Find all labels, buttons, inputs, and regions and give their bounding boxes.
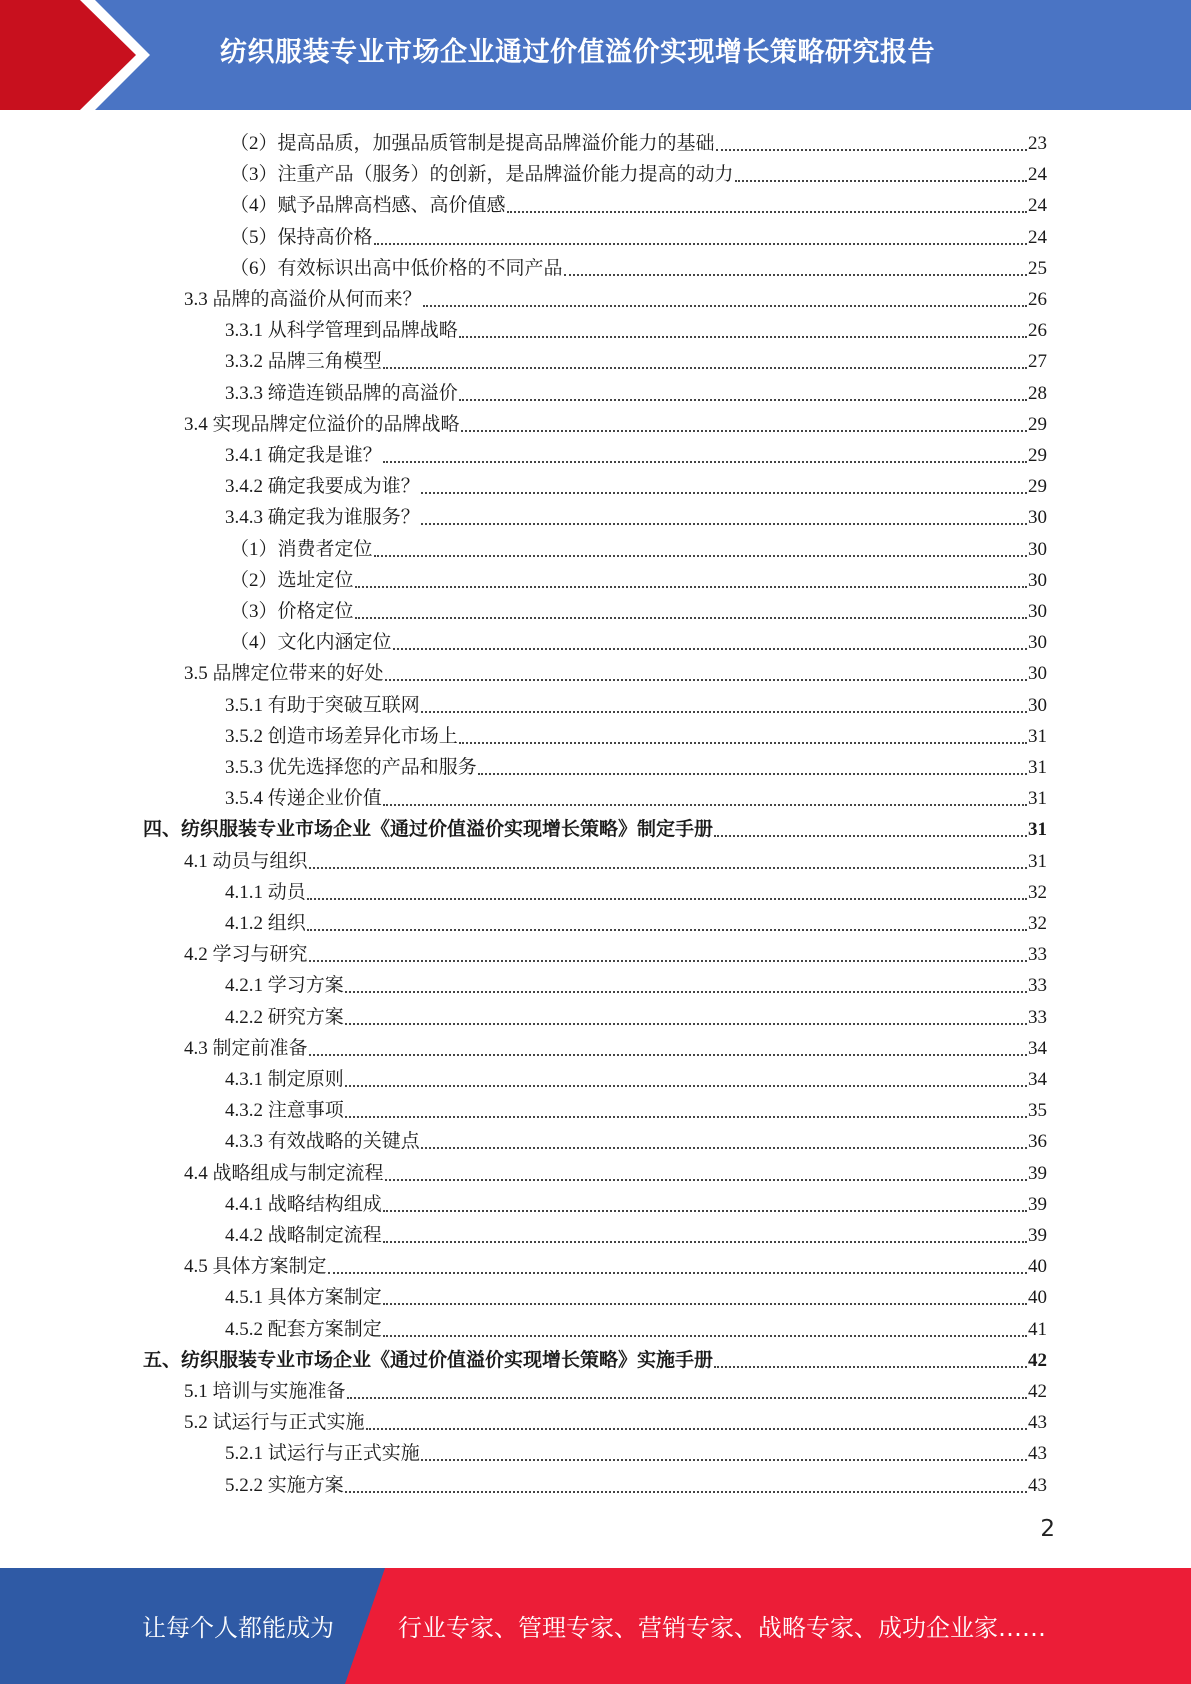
toc-dot-leader xyxy=(328,1272,1027,1274)
toc-entry[interactable] xyxy=(230,222,1047,253)
toc-entry-label: 4.2.1 学习方案 xyxy=(225,975,344,997)
toc-entry[interactable] xyxy=(225,752,1047,783)
toc-dot-leader xyxy=(421,492,1027,494)
toc-dot-leader xyxy=(421,523,1027,525)
toc-dot-leader xyxy=(383,461,1027,463)
toc-entry[interactable] xyxy=(184,939,1047,970)
toc-dot-leader xyxy=(383,1335,1027,1337)
toc-entry-page: 30 xyxy=(1028,694,1047,716)
toc-dot-leader xyxy=(393,648,1027,650)
toc-dot-leader xyxy=(385,1179,1027,1181)
toc-dot-leader xyxy=(421,711,1027,713)
toc-dot-leader xyxy=(714,1366,1027,1368)
toc-dot-leader xyxy=(714,835,1027,837)
toc-entry[interactable] xyxy=(225,783,1047,814)
toc-entry-label: 4.4 战略组成与制定流程 xyxy=(184,1162,384,1184)
toc-entry-page: 36 xyxy=(1028,1131,1047,1153)
toc-entry[interactable] xyxy=(225,1282,1047,1313)
toc-entry[interactable] xyxy=(230,565,1047,596)
toc-entry-label: 4.1.1 动员 xyxy=(225,881,306,903)
toc-entry-page: 23 xyxy=(1028,133,1047,154)
page-footer xyxy=(0,1568,1191,1684)
toc-entry-page: 31 xyxy=(1028,850,1047,872)
toc-entry[interactable] xyxy=(230,253,1047,284)
toc-entry-label: 4.3 制定前准备 xyxy=(184,1037,308,1059)
toc-entry-label: （6）有效标识出高中低价格的不同产品 xyxy=(230,257,563,279)
toc-entry-label: 3.4.3 确定我为谁服务？ xyxy=(225,507,420,529)
toc-entry[interactable] xyxy=(184,1407,1047,1438)
toc-dot-leader xyxy=(307,898,1027,900)
toc-dot-leader xyxy=(383,1210,1027,1212)
toc-entry-page: 29 xyxy=(1028,413,1047,435)
toc-entry[interactable] xyxy=(225,1470,1047,1501)
toc-entry-label: 5.2 试运行与正式实施 xyxy=(184,1412,365,1434)
toc-entry-page: 39 xyxy=(1028,1193,1047,1215)
toc-dot-leader xyxy=(421,1147,1027,1149)
toc-entry-label: 3.3.2 品牌三角模型 xyxy=(225,351,382,373)
toc-entry[interactable] xyxy=(230,596,1047,627)
toc-dot-leader xyxy=(374,555,1027,557)
toc-entry-label: 4.3.2 注意事项 xyxy=(225,1100,344,1122)
toc-entry-page: 30 xyxy=(1028,538,1047,560)
toc-entry-label: 4.5 具体方案制定 xyxy=(184,1256,327,1278)
page-header xyxy=(0,0,1191,110)
toc-dot-leader xyxy=(735,180,1027,182)
toc-entry[interactable] xyxy=(184,1033,1047,1064)
toc-dot-leader xyxy=(347,1397,1027,1399)
toc-entry[interactable] xyxy=(225,1095,1047,1126)
toc-dot-leader xyxy=(345,1491,1027,1493)
toc-entry-label: 5.1 培训与实施准备 xyxy=(184,1381,346,1402)
toc-dot-leader xyxy=(355,586,1027,588)
toc-entry-label: （2）选址定位 xyxy=(230,569,354,591)
toc-entry-label: 4.1.2 组织 xyxy=(225,913,306,934)
toc-entry[interactable] xyxy=(225,1002,1047,1033)
toc-dot-leader xyxy=(383,1303,1027,1305)
toc-entry-label: 五、纺织服装专业市场企业《通过价值溢价实现增长策略》实施手册 xyxy=(143,1349,714,1371)
toc-entry-page: 29 xyxy=(1028,476,1047,498)
toc-dot-leader xyxy=(421,1459,1027,1461)
toc-entry-label: 3.4.1 确定我是谁？ xyxy=(225,445,382,466)
toc-entry-page: 31 xyxy=(1028,819,1047,841)
toc-entry-label: （4）赋予品牌高档感、高价值感 xyxy=(230,195,506,217)
toc-entry-page: 35 xyxy=(1028,1100,1047,1122)
toc-entry-page: 34 xyxy=(1028,1069,1047,1090)
toc-entry-page: 32 xyxy=(1028,913,1047,934)
toc-entry-page: 31 xyxy=(1028,757,1047,778)
toc-entry-page: 26 xyxy=(1028,320,1047,342)
toc-entry-label: 四、纺织服装专业市场企业《通过价值溢价实现增长策略》制定手册 xyxy=(143,819,714,841)
toc-dot-leader xyxy=(564,274,1027,276)
toc-entry-label: 5.2.2 实施方案 xyxy=(225,1474,344,1496)
toc-dot-leader xyxy=(374,243,1027,245)
toc-entry[interactable] xyxy=(184,284,1047,315)
toc-entry-label: 4.5.1 具体方案制定 xyxy=(225,1287,382,1309)
toc-entry-page: 40 xyxy=(1028,1287,1047,1309)
toc-dot-leader xyxy=(307,929,1027,931)
toc-entry-label: 3.4 实现品牌定位溢价的品牌战略 xyxy=(184,413,460,435)
toc-entry-label: 3.4.2 确定我要成为谁？ xyxy=(225,476,420,498)
toc-dot-leader xyxy=(459,742,1027,744)
toc-entry-page: 42 xyxy=(1028,1381,1047,1402)
toc-entry-page: 29 xyxy=(1028,445,1047,466)
toc-entry-page: 34 xyxy=(1028,1037,1047,1059)
toc-dot-leader xyxy=(355,617,1027,619)
toc-entry[interactable] xyxy=(184,658,1047,689)
toc-entry-label: （2）提高品质，加强品质管制是提高品牌溢价能力的基础 xyxy=(230,133,715,154)
toc-entry-page: 30 xyxy=(1028,569,1047,591)
toc-entry-page: 28 xyxy=(1028,382,1047,404)
toc-dot-leader xyxy=(423,305,1027,307)
toc-entry-label: 3.5.3 优先选择您的产品和服务 xyxy=(225,757,477,778)
toc-entry-page: 43 xyxy=(1028,1474,1047,1496)
toc-entry-page: 30 xyxy=(1028,632,1047,654)
toc-entry-label: 3.3.1 从科学管理到品牌战略 xyxy=(225,320,458,342)
toc-entry-label: 4.3.3 有效战略的关键点 xyxy=(225,1131,420,1153)
toc-entry-page: 32 xyxy=(1028,881,1047,903)
toc-entry-page: 43 xyxy=(1028,1443,1047,1465)
toc-dot-leader xyxy=(383,1241,1027,1243)
header-red-chevron-icon xyxy=(0,0,150,110)
toc-entry-page: 30 xyxy=(1028,663,1047,685)
toc-entry-label: （5）保持高价格 xyxy=(230,226,373,248)
toc-entry-page: 31 xyxy=(1028,725,1047,747)
toc-entry-label: 3.5.4 传递企业价值 xyxy=(225,788,382,810)
toc-entry-label: 3.5.2 创造市场差异化市场上 xyxy=(225,725,458,747)
toc-entry-page: 31 xyxy=(1028,788,1047,810)
toc-entry-page: 24 xyxy=(1028,164,1047,186)
toc-entry[interactable] xyxy=(225,1064,1047,1095)
toc-entry-label: （3）注重产品（服务）的创新，是品牌溢价能力提高的动力 xyxy=(230,164,734,186)
toc-entry[interactable] xyxy=(225,315,1047,346)
toc-entry-page: 33 xyxy=(1028,975,1047,997)
toc-entry-label: 3.5.1 有助于突破互联网 xyxy=(225,694,420,716)
toc-entry[interactable] xyxy=(230,159,1047,190)
toc-dot-leader xyxy=(345,1023,1027,1025)
toc-entry[interactable] xyxy=(225,440,1047,471)
toc-entry-page: 27 xyxy=(1028,351,1047,373)
toc-entry[interactable] xyxy=(225,690,1047,721)
toc-entry[interactable] xyxy=(225,471,1047,502)
toc-entry-label: 5.2.1 试运行与正式实施 xyxy=(225,1443,420,1465)
toc-entry[interactable] xyxy=(225,1189,1047,1220)
footer-slogan-left: 让每个人都能成为 xyxy=(142,1614,334,1642)
toc-dot-leader xyxy=(507,211,1027,213)
toc-entry[interactable] xyxy=(184,846,1047,877)
page-number: 2 xyxy=(1040,1516,1055,1542)
toc-dot-leader xyxy=(383,367,1027,369)
toc-entry[interactable] xyxy=(143,814,1047,845)
toc-entry-label: 3.5 品牌定位带来的好处 xyxy=(184,663,384,685)
toc-dot-leader xyxy=(366,1428,1027,1430)
toc-entry[interactable] xyxy=(225,1438,1047,1469)
toc-entry-label: （1）消费者定位 xyxy=(230,538,373,560)
toc-entry[interactable] xyxy=(225,1220,1047,1251)
toc-entry-page: 30 xyxy=(1028,507,1047,529)
toc-entry-label: （4）文化内涵定位 xyxy=(230,632,392,654)
toc-entry[interactable] xyxy=(230,128,1047,159)
toc-entry[interactable] xyxy=(225,877,1047,908)
toc-entry-page: 40 xyxy=(1028,1256,1047,1278)
toc-entry-label: 4.3.1 制定原则 xyxy=(225,1069,344,1090)
toc-entry-page: 25 xyxy=(1028,257,1047,279)
toc-entry-page: 30 xyxy=(1028,601,1047,622)
toc-entry[interactable] xyxy=(230,190,1047,221)
toc-entry[interactable] xyxy=(230,534,1047,565)
toc-entry-label: 3.3 品牌的高溢价从何而来？ xyxy=(184,289,422,310)
toc-dot-leader xyxy=(309,867,1027,869)
toc-entry-page: 26 xyxy=(1028,289,1047,310)
toc-entry[interactable] xyxy=(184,409,1047,440)
toc-dot-leader xyxy=(459,399,1027,401)
toc-entry[interactable] xyxy=(225,346,1047,377)
toc-entry[interactable] xyxy=(225,502,1047,533)
toc-entry[interactable] xyxy=(184,1251,1047,1282)
toc-entry-page: 33 xyxy=(1028,944,1047,966)
toc-entry[interactable] xyxy=(225,908,1047,939)
toc-entry[interactable] xyxy=(225,1314,1047,1345)
toc-entry[interactable] xyxy=(184,1376,1047,1407)
toc-dot-leader xyxy=(309,1054,1027,1056)
toc-dot-leader xyxy=(716,149,1027,151)
toc-entry-page: 24 xyxy=(1028,195,1047,217)
toc-dot-leader xyxy=(383,804,1027,806)
toc-dot-leader xyxy=(345,1116,1027,1118)
toc-entry[interactable] xyxy=(184,1158,1047,1189)
toc-dot-leader xyxy=(478,773,1027,775)
toc-entry-page: 43 xyxy=(1028,1412,1047,1434)
toc-entry-page: 39 xyxy=(1028,1225,1047,1246)
toc-entry-label: 3.3.3 缔造连锁品牌的高溢价 xyxy=(225,382,458,404)
toc-entry-label: 4.4.2 战略制定流程 xyxy=(225,1225,382,1246)
toc-entry-label: （3）价格定位 xyxy=(230,601,354,622)
toc-entry[interactable] xyxy=(143,1345,1047,1376)
toc-entry-page: 42 xyxy=(1028,1349,1047,1371)
toc-entry-label: 4.5.2 配套方案制定 xyxy=(225,1318,382,1340)
toc-dot-leader xyxy=(309,960,1027,962)
toc-dot-leader xyxy=(345,1085,1027,1087)
toc-entry-page: 41 xyxy=(1028,1318,1047,1340)
toc-entry-label: 4.2 学习与研究 xyxy=(184,944,308,966)
toc-entry-page: 33 xyxy=(1028,1006,1047,1028)
toc-entry-label: 4.1 动员与组织 xyxy=(184,850,308,872)
toc-dot-leader xyxy=(385,679,1027,681)
toc-entry-label: 4.2.2 研究方案 xyxy=(225,1006,344,1028)
toc-entry[interactable] xyxy=(225,1126,1047,1157)
toc-entry[interactable] xyxy=(225,970,1047,1001)
toc-entry-label: 4.4.1 战略结构组成 xyxy=(225,1193,382,1215)
toc-entry-page: 39 xyxy=(1028,1162,1047,1184)
toc-entry[interactable] xyxy=(225,378,1047,409)
toc-dot-leader xyxy=(461,430,1027,432)
footer-slogan-right: 行业专家、管理专家、营销专家、战略专家、成功企业家…… xyxy=(398,1614,1046,1642)
toc-entry[interactable] xyxy=(225,721,1047,752)
toc-entry[interactable] xyxy=(230,627,1047,658)
report-title: 纺织服装专业市场企业通过价值溢价实现增长策略研究报告 xyxy=(220,37,935,68)
toc-dot-leader xyxy=(459,336,1027,338)
toc-entry-page: 24 xyxy=(1028,226,1047,248)
toc-dot-leader xyxy=(345,991,1027,993)
